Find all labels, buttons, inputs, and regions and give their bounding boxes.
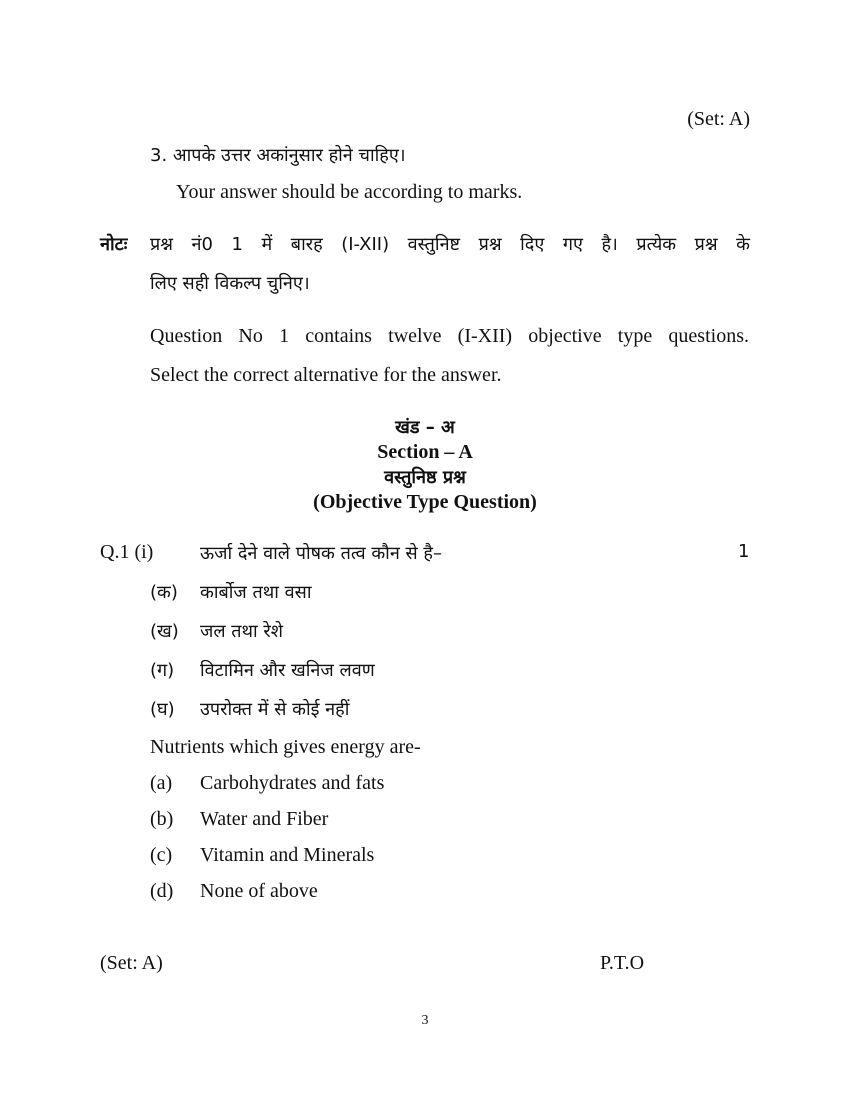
page-number: 3	[421, 1013, 429, 1028]
note-english-line-1: Question No 1 contains twelve (I-XII) objective type questions.	[150, 325, 749, 347]
note-hindi-line-1: प्रश्न नं0 1 में बारह (I-XII) वस्तुनिष्ट प्रश्न दिए गए है। प्रत्येक प्रश्न के	[150, 234, 750, 255]
note-hindi-line-2: लिए सही विकल्प चुनिए।	[150, 273, 310, 294]
english-option-text: None of above	[200, 880, 318, 902]
hindi-option-label: (ख)	[150, 621, 179, 642]
hindi-option-label: (घ)	[150, 699, 175, 720]
english-option-text: Water and Fiber	[200, 808, 329, 830]
question-number: Q.1 (i)	[100, 541, 154, 563]
english-option-text: Carbohydrates and fats	[200, 772, 385, 794]
section-english-title: Section – A	[377, 441, 473, 463]
question-marks: 1	[738, 541, 750, 562]
section-hindi-title: खंड – अ	[395, 417, 455, 438]
english-option-label: (a)	[150, 772, 173, 794]
set-label-footer: (Set: A)	[100, 952, 163, 974]
english-option-label: (c)	[150, 844, 173, 866]
english-option-text: Vitamin and Minerals	[200, 844, 375, 866]
hindi-option-label: (क)	[150, 582, 178, 603]
hindi-option-text: उपरोक्त में से कोई नहीं	[200, 699, 350, 720]
hindi-option-text: कार्बोज तथा वसा	[200, 582, 312, 603]
hindi-option-text: जल तथा रेशे	[200, 621, 284, 642]
section-hindi-subtitle: वस्तुनिष्ठ प्रश्न	[384, 467, 466, 488]
instruction-3-hindi: 3. आपके उत्तर अकांनुसार होने चाहिए।	[150, 145, 406, 166]
instruction-3-english: Your answer should be according to marks.	[176, 181, 523, 203]
hindi-option-text: विटामिन और खनिज लवण	[200, 660, 375, 681]
note-label: नोटः	[100, 234, 128, 255]
hindi-option-label: (ग)	[150, 660, 175, 681]
pto-label: P.T.O	[600, 952, 645, 974]
english-option-label: (d)	[150, 880, 174, 902]
question-english-text: Nutrients which gives energy are-	[150, 736, 421, 758]
english-option-label: (b)	[150, 808, 174, 830]
set-label-top: (Set: A)	[687, 108, 750, 130]
section-english-subtitle: (Objective Type Question)	[313, 491, 537, 513]
question-hindi-text: ऊर्जा देने वाले पोषक तत्व कौन से है–	[200, 543, 442, 564]
note-english-line-2: Select the correct alternative for the answer.	[150, 364, 502, 386]
